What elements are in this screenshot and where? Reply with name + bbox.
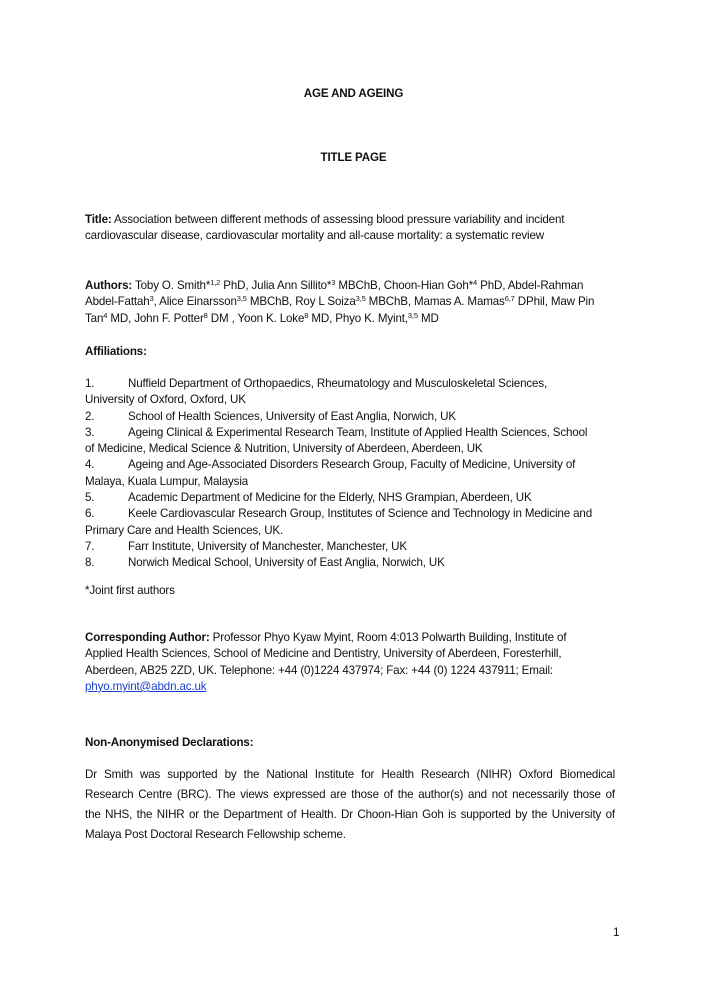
author-text: , Alice Einarsson bbox=[153, 295, 237, 309]
affiliation-text: School of Health Sciences, University of East Anglia, Norwich, UK bbox=[128, 409, 456, 423]
page-number: 1 bbox=[613, 926, 620, 939]
author-text: MBChB, Roy L Soiza bbox=[246, 295, 356, 309]
affiliation-item bbox=[85, 457, 615, 473]
affiliation-text: University of Oxford, Oxford, UK bbox=[85, 393, 246, 407]
affiliation-number: 2. bbox=[85, 409, 95, 423]
affiliation-superscript: 3,5 bbox=[236, 294, 247, 304]
affiliation-number: 5. bbox=[85, 491, 95, 505]
author-text: Toby O. Smith* bbox=[132, 279, 211, 292]
affiliation-text: Ageing Clinical & Experimental Research Team, Institute of Applied Health Sciences, School bbox=[128, 425, 588, 439]
corresponding-line: Applied Health Sciences, School of Medicine and Dentistry, University of Aberdeen, Foresterhill, bbox=[85, 647, 562, 661]
affiliation-item bbox=[85, 409, 615, 425]
affiliation-superscript: 4 bbox=[103, 310, 108, 320]
affiliation-superscript: 8 bbox=[203, 310, 208, 320]
paragraph-line: Dr Smith was supported by the National Institute for Health Research (NIHR) Oxford Biomedical bbox=[85, 768, 615, 781]
paragraph-line: the NHS, the NIHR or the Department of Health. Dr Choon-Hian Goh is supported by the University of bbox=[85, 808, 615, 821]
affiliation-item bbox=[85, 376, 615, 392]
affiliation-text: Nuffield Department of Orthopaedics, Rheumatology and Musculoskeletal Sciences, bbox=[128, 377, 548, 390]
affiliation-text: Malaya, Kuala Lumpur, Malaysia bbox=[85, 474, 249, 488]
affiliation-number: 3. bbox=[85, 425, 95, 439]
affiliation-superscript: 1,2 bbox=[210, 278, 221, 287]
affiliation-number: 6. bbox=[85, 507, 95, 521]
affiliation-text: Primary Care and Health Sciences, UK. bbox=[85, 523, 284, 537]
page-heading: TITLE PAGE bbox=[320, 151, 387, 164]
paragraph-line: Research Centre (BRC). The views expressed are those of the author(s) and not necessarily those of bbox=[85, 788, 615, 801]
affiliation-item bbox=[85, 523, 615, 539]
title-line: cardiovascular disease, cardiovascular mortality and all-cause mortality: a systematic review bbox=[85, 229, 544, 243]
corresponding-author-block bbox=[85, 630, 566, 695]
affiliation-superscript: 3 bbox=[149, 294, 154, 304]
authors-block bbox=[85, 278, 594, 327]
authors-line bbox=[85, 278, 594, 294]
author-text: PhD, Abdel-Rahman bbox=[477, 279, 584, 292]
author-text: DPhil, Maw Pin bbox=[514, 295, 595, 309]
author-text: MD bbox=[417, 311, 439, 325]
affiliation-item bbox=[85, 392, 615, 408]
affiliation-superscript: 4 bbox=[473, 278, 478, 287]
joint-authors-note: *Joint first authors bbox=[85, 584, 175, 597]
affiliation-item bbox=[85, 555, 615, 571]
title-line: Association between different methods of assessing blood pressure variability and incident bbox=[114, 213, 565, 226]
author-text: DM , Yoon K. Loke bbox=[207, 311, 305, 325]
corresponding-label: Corresponding Author: bbox=[85, 631, 210, 644]
affiliation-item bbox=[85, 441, 615, 457]
paragraph-line: Malaya Post Doctoral Research Fellowship scheme. bbox=[85, 828, 346, 841]
affiliation-item bbox=[85, 474, 615, 490]
journal-name: AGE AND AGEING bbox=[303, 87, 404, 100]
author-text: MD, Phyo K. Myint, bbox=[308, 311, 408, 325]
affiliation-text: Keele Cardiovascular Research Group, Institutes of Science and Technology in Medicine and bbox=[128, 507, 592, 521]
affiliation-item bbox=[85, 506, 615, 522]
affiliation-superscript: 3 bbox=[331, 278, 336, 287]
affiliation-number: 1. bbox=[85, 377, 95, 390]
title-block bbox=[85, 212, 564, 245]
authors-line bbox=[85, 311, 594, 327]
affiliation-item bbox=[85, 490, 615, 506]
affiliation-text: Norwich Medical School, University of East Anglia, Norwich, UK bbox=[128, 556, 445, 570]
affiliation-item bbox=[85, 539, 615, 555]
affiliation-text: Farr Institute, University of Manchester, Manchester, UK bbox=[128, 539, 407, 553]
authors-line bbox=[85, 294, 594, 310]
author-text: PhD, Julia Ann Sillito* bbox=[220, 279, 332, 292]
affiliation-superscript: 8 bbox=[304, 310, 309, 320]
affiliation-superscript: 3,5 bbox=[407, 310, 418, 320]
affiliation-superscript: 6,7 bbox=[504, 294, 515, 304]
author-text: Abdel-Fattah bbox=[85, 295, 150, 309]
author-text: Tan bbox=[85, 311, 104, 325]
author-text: MD, John F. Potter bbox=[107, 311, 204, 325]
author-text: MBChB, Mamas A. Mamas bbox=[365, 295, 505, 309]
affiliation-text: Academic Department of Medicine for the Elderly, NHS Grampian, Aberdeen, UK bbox=[128, 491, 532, 505]
email-link[interactable]: phyo.myint@abdn.ac.uk bbox=[85, 679, 207, 693]
affiliations-heading: Affiliations: bbox=[85, 345, 147, 358]
declarations-heading: Non-Anonymised Declarations: bbox=[85, 736, 254, 749]
corresponding-line: Aberdeen, AB25 2ZD, UK. Telephone: +44 (0)1224 437974; Fax: +44 (0) 1224 437911; Email: bbox=[85, 663, 553, 677]
declarations-paragraph bbox=[85, 765, 615, 845]
affiliation-superscript: 3,5 bbox=[355, 294, 366, 304]
affiliations-list bbox=[85, 376, 615, 572]
affiliation-text: Ageing and Age-Associated Disorders Research Group, Faculty of Medicine, University of bbox=[128, 458, 576, 472]
affiliation-number: 8. bbox=[85, 556, 95, 570]
affiliation-number: 7. bbox=[85, 539, 95, 553]
affiliation-item bbox=[85, 425, 615, 441]
corresponding-line: Professor Phyo Kyaw Myint, Room 4:013 Polwarth Building, Institute of bbox=[209, 631, 567, 644]
affiliation-text: of Medicine, Medical Science & Nutrition, University of Aberdeen, Aberdeen, UK bbox=[85, 442, 483, 456]
author-text: MBChB, Choon-Hian Goh* bbox=[335, 279, 474, 292]
title-label: Title: bbox=[85, 213, 112, 226]
affiliation-number: 4. bbox=[85, 458, 95, 472]
authors-label: Authors: bbox=[85, 279, 133, 292]
